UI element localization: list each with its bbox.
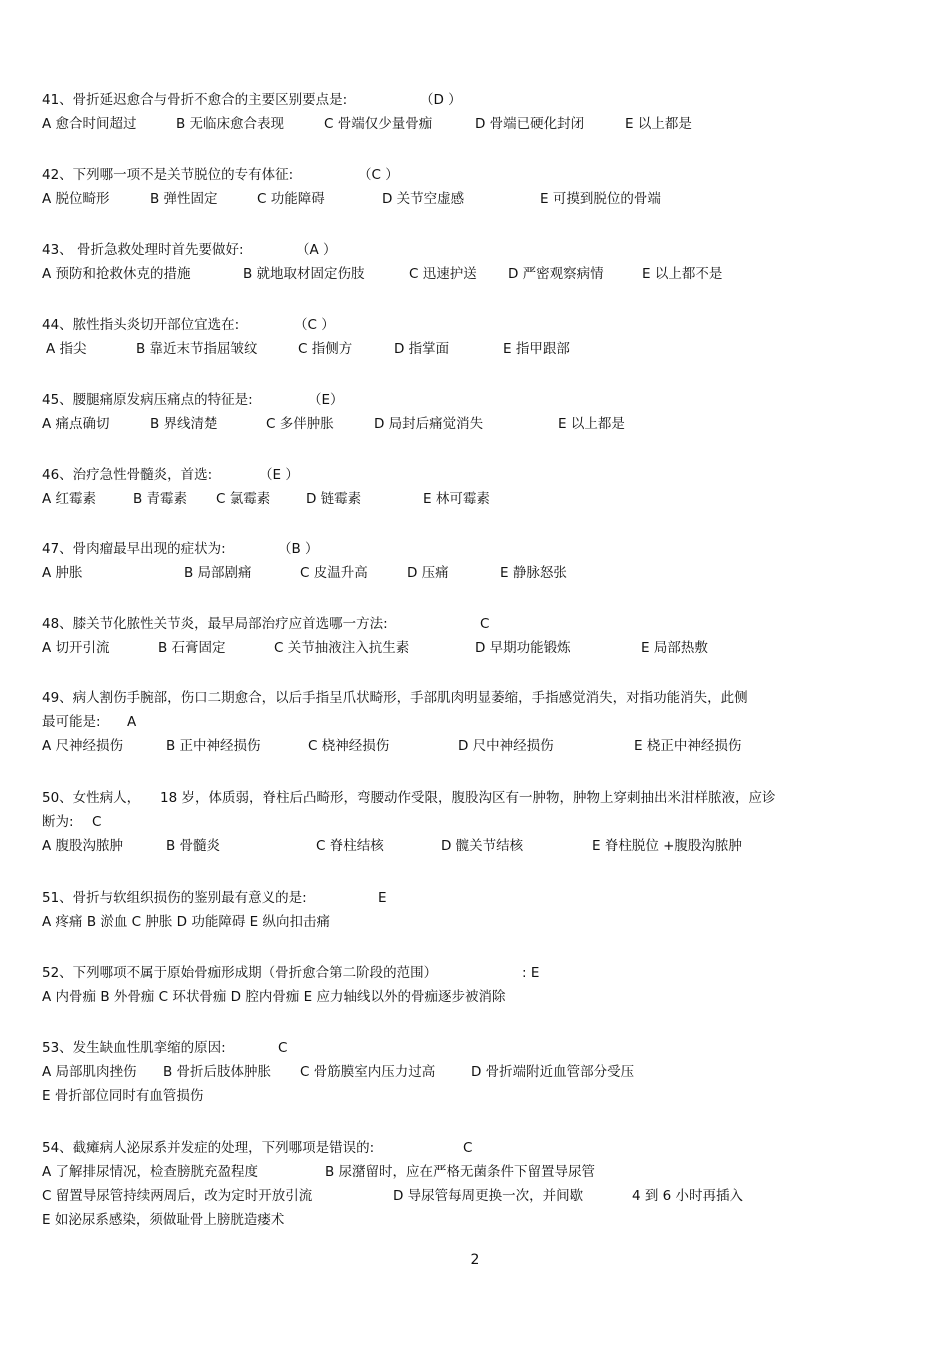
option-row xyxy=(42,1208,902,1232)
question-stem xyxy=(42,1036,902,1060)
option-row xyxy=(42,1060,902,1084)
option-b: B 局部剧痛 xyxy=(184,565,252,581)
question-stem xyxy=(42,88,902,112)
question-45 xyxy=(42,388,902,436)
question-stem xyxy=(42,612,902,636)
option-c: C 多伴肿胀 xyxy=(266,416,334,432)
option-b: B 正中神经损伤 xyxy=(166,738,261,754)
question-41 xyxy=(42,88,902,136)
option-a: A 痛点确切 xyxy=(42,416,110,432)
stem-text: 42、下列哪一项不是关节脱位的专有体征: xyxy=(42,167,294,183)
answer-key: E xyxy=(378,890,387,906)
stem-text: 43、 骨折急救处理时首先要做好: xyxy=(42,242,244,258)
option-d: D 髋关节结核 xyxy=(441,838,524,854)
question-stem xyxy=(42,886,902,910)
option-row xyxy=(42,561,902,585)
option-c: C 桡神经损伤 xyxy=(308,738,390,754)
option-row xyxy=(42,834,902,858)
question-stem xyxy=(42,537,902,561)
answer-key: C xyxy=(92,814,102,830)
option-d: D 早期功能锻炼 xyxy=(475,640,571,656)
option-b: B 无临床愈合表现 xyxy=(176,116,285,132)
option-d: D 骨折端附近血管部分受压 xyxy=(471,1064,635,1080)
stem-text: 54、截瘫病人泌尿系并发症的处理，下列哪项是错误的: xyxy=(42,1140,375,1156)
option-row xyxy=(42,910,902,934)
question-stem xyxy=(42,786,902,810)
question-stem xyxy=(42,313,902,337)
stem-text: 最可能是: xyxy=(42,714,101,730)
option-row xyxy=(42,412,902,436)
answer-key: C xyxy=(463,1140,473,1156)
stem-text: 45、腰腿痛原发病压痛点的特征是: xyxy=(42,392,253,408)
answer-key: （C ） xyxy=(294,317,335,333)
option-a: A 脱位畸形 xyxy=(42,191,110,207)
option-c: C 迅速护送 xyxy=(409,266,477,282)
option-e: E 骨折部位同时有血管损伤 xyxy=(42,1088,204,1104)
option-a: A 腹股沟脓肿 xyxy=(42,838,124,854)
option-c: C 指侧方 xyxy=(298,341,353,357)
question-stem xyxy=(42,686,902,710)
stem-text: 53、发生缺血性肌挛缩的原因: xyxy=(42,1040,226,1056)
option-row xyxy=(42,337,902,361)
option-row xyxy=(42,1084,902,1108)
option-c: C 皮温升高 xyxy=(300,565,368,581)
option-a: A 局部肌肉挫伤 xyxy=(42,1064,137,1080)
question-stem-continued xyxy=(42,710,902,734)
option-d: D 严密观察病情 xyxy=(508,266,604,282)
option-e: E 如泌尿系感染，须做耻骨上膀胱造瘘术 xyxy=(42,1212,285,1228)
answer-key: （D ） xyxy=(420,92,462,108)
page-number: 2 xyxy=(470,1252,480,1268)
answer-key: （A ） xyxy=(296,242,337,258)
option-d: D 尺中神经损伤 xyxy=(458,738,554,754)
option-a: A 愈合时间超过 xyxy=(42,116,137,132)
stem-text: 47、骨肉瘤最早出现的症状为: xyxy=(42,541,226,557)
option-a: A 了解排尿情况，检查膀胱充盈程度 xyxy=(42,1164,259,1180)
answer-key: A xyxy=(127,714,137,730)
question-51 xyxy=(42,886,902,934)
question-stem xyxy=(42,163,902,187)
stem-text: 断为: xyxy=(42,814,74,830)
option-row xyxy=(42,187,902,211)
option-d-continued: 4 到 6 小时再插入 xyxy=(632,1188,744,1204)
question-44 xyxy=(42,313,902,361)
option-b: B 靠近末节指屈皱纹 xyxy=(136,341,258,357)
option-e: E 林可霉素 xyxy=(423,491,490,507)
option-e: E 以上都是 xyxy=(625,116,692,132)
stem-text: 50、女性病人， xyxy=(42,790,141,806)
answer-key: C xyxy=(480,616,490,632)
question-stem xyxy=(42,961,902,985)
option-e: E 局部热敷 xyxy=(641,640,708,656)
option-row xyxy=(42,1160,902,1184)
option-c: C 脊柱结核 xyxy=(316,838,384,854)
option-e: E 静脉怒张 xyxy=(500,565,567,581)
stem-text: 52、下列哪项不属于原始骨痂形成期（骨折愈合第二阶段的范围） xyxy=(42,965,438,981)
option-list: A 疼痛 B 淤血 C 肿胀 D 功能障碍 E 纵向扣击痛 xyxy=(42,914,330,930)
option-row xyxy=(42,487,902,511)
question-stem xyxy=(42,1136,902,1160)
option-c: C 骨筋膜室内压力过高 xyxy=(300,1064,436,1080)
option-a: A 尺神经损伤 xyxy=(42,738,124,754)
question-stem xyxy=(42,238,902,262)
option-list: A 内骨痂 B 外骨痂 C 环状骨痂 D 腔内骨痂 E 应力轴线以外的骨痂逐步被消除 xyxy=(42,989,506,1005)
option-c: C 骨端仅少量骨痂 xyxy=(324,116,433,132)
option-row xyxy=(42,262,902,286)
stem-text: 51、骨折与软组织损伤的鉴别最有意义的是: xyxy=(42,890,307,906)
option-e: E 桡正中神经损伤 xyxy=(634,738,742,754)
option-d: D 链霉素 xyxy=(306,491,362,507)
question-53 xyxy=(42,1036,902,1108)
answer-key: （E） xyxy=(308,392,344,408)
option-row xyxy=(42,1184,902,1208)
option-a: A 指尖 xyxy=(46,341,87,357)
option-c: C 功能障碍 xyxy=(257,191,325,207)
question-42 xyxy=(42,163,902,211)
option-b: B 尿潴留时，应在严格无菌条件下留置导尿管 xyxy=(325,1164,596,1180)
option-d: D 局封后痛觉消失 xyxy=(374,416,484,432)
question-43 xyxy=(42,238,902,286)
option-row xyxy=(42,734,902,758)
question-stem xyxy=(42,388,902,412)
option-a: A 预防和抢救休克的措施 xyxy=(42,266,191,282)
answer-key: （E ） xyxy=(259,467,299,483)
option-b: B 弹性固定 xyxy=(150,191,218,207)
question-stem xyxy=(42,463,902,487)
option-b: B 石膏固定 xyxy=(158,640,226,656)
option-row xyxy=(42,636,902,660)
option-e: E 脊柱脱位 +腹股沟脓肿 xyxy=(592,838,742,854)
option-d: D 导尿管每周更换一次，并间歇 xyxy=(393,1188,584,1204)
stem-text: 44、脓性指头炎切开部位宜选在: xyxy=(42,317,240,333)
option-a: A 肿胀 xyxy=(42,565,83,581)
stem-text: 48、膝关节化脓性关节炎，最早局部治疗应首选哪一方法: xyxy=(42,616,388,632)
option-b: B 骨折后肢体肿胀 xyxy=(163,1064,272,1080)
answer-key: : E xyxy=(522,965,540,981)
question-50 xyxy=(42,786,902,858)
option-d: D 指掌面 xyxy=(394,341,450,357)
option-b: B 界线清楚 xyxy=(150,416,218,432)
option-b: B 就地取材固定伤肢 xyxy=(243,266,365,282)
question-49 xyxy=(42,686,902,758)
option-row xyxy=(42,112,902,136)
question-54 xyxy=(42,1136,902,1232)
answer-key: （C ） xyxy=(358,167,399,183)
stem-text: 49、病人割伤手腕部，伤口二期愈合，以后手指呈爪状畸形，手部肌肉明显萎缩，手指感觉消失，对指功能消失，此侧 xyxy=(42,690,748,706)
question-47 xyxy=(42,537,902,585)
option-d: D 压痛 xyxy=(407,565,449,581)
option-c: C 留置导尿管持续两周后，改为定时开放引流 xyxy=(42,1188,313,1204)
question-46 xyxy=(42,463,902,511)
option-d: D 关节空虚感 xyxy=(382,191,465,207)
option-e: E 可摸到脱位的骨端 xyxy=(540,191,661,207)
stem-text: 18 岁，体质弱，脊柱后凸畸形，弯腰动作受限，腹股沟区有一肿物，肿物上穿刺抽出米泔样脓液，应诊 xyxy=(160,790,776,806)
stem-text: 46、治疗急性骨髓炎，首选: xyxy=(42,467,213,483)
option-row xyxy=(42,985,902,1009)
option-c: C 氯霉素 xyxy=(216,491,271,507)
option-d: D 骨端已硬化封闭 xyxy=(475,116,585,132)
question-52 xyxy=(42,961,902,1009)
question-48 xyxy=(42,612,902,660)
option-b: B 青霉素 xyxy=(133,491,188,507)
answer-key: （B ） xyxy=(278,541,319,557)
question-stem-continued xyxy=(42,810,902,834)
stem-text: 41、骨折延迟愈合与骨折不愈合的主要区别要点是: xyxy=(42,92,348,108)
option-e: E 指甲跟部 xyxy=(503,341,570,357)
answer-key: C xyxy=(278,1040,288,1056)
option-e: E 以上都不是 xyxy=(642,266,723,282)
option-a: A 切开引流 xyxy=(42,640,110,656)
option-b: B 骨髓炎 xyxy=(166,838,221,854)
option-e: E 以上都是 xyxy=(558,416,625,432)
option-a: A 红霉素 xyxy=(42,491,97,507)
option-c: C 关节抽液注入抗生素 xyxy=(274,640,410,656)
